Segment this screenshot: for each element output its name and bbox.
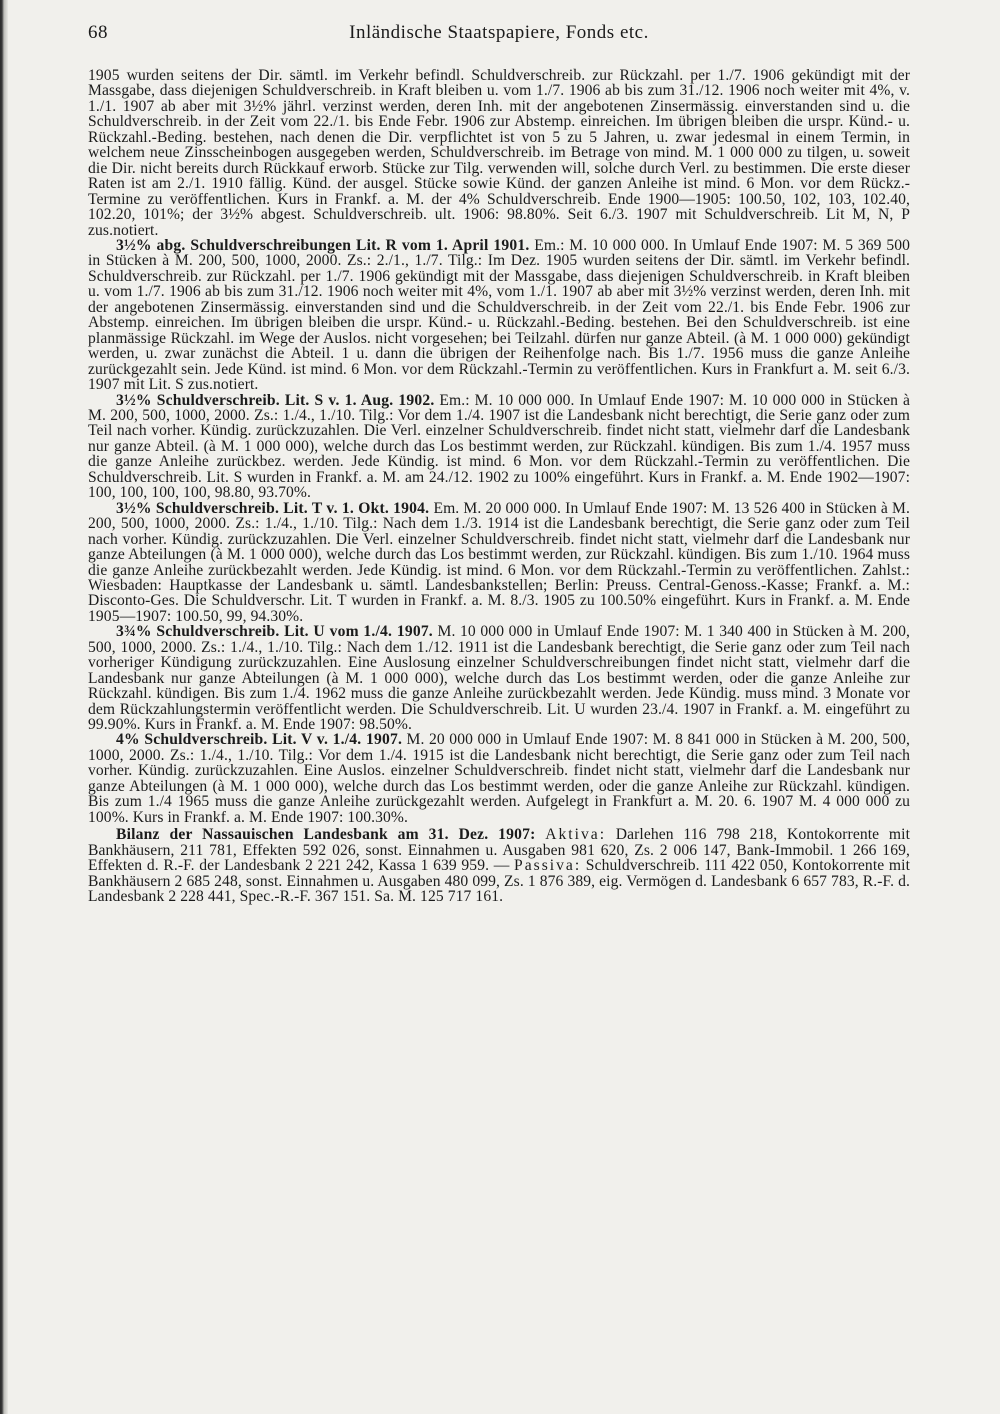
aktiva-text: Darlehen 116 798 218, Kontokorrente mit Bankhäusern, 211 781, Effekten 592 026, sonst. Einnahmen u. Ausgaben 981 620, Zs. 2 006 147, Bank-Immobil. 1 266 169, Effekten d. R.-F. der Landesbank 2 221 242, Kassa 1 639 959. — bbox=[88, 826, 910, 875]
page-number: 68 bbox=[88, 22, 108, 43]
paragraph-text: 1905 wurden seitens der Dir. sämtl. im Verkehr befindl. Schuldverschreib. zur Rückzahl. per 1./7. 1906 gekündigt mit der Massgabe, dass diejenigen Schuldverschreib. in Kraft bleiben u. vom 1./7. 1906 ab bis zum 31./12. 1906 noch weiter mit 4%, v. 1./1. 1907 ab aber mit 3½% jährl. verzinst werden, deren Inh. mit der angebotenen Zinsermässig. einverstanden sind u. die Schuldverschreib. in der Zeit vom 22./1. bis Ende Febr. 1906 zur Abstemp. einreichen. Im übrigen bleiben die urspr. Künd.- u. Rückzahl.-Beding. bestehen, nach denen die Dir. verpflichtet ist von 5 zu 5 Jahren, u. zwar jedesmal in einem Termin, in welchem neue Zinsscheinbogen ausgegeben werden, Schuldverschreib. im Betrage von mind. M. 1 000 000 zu tilgen, u. soweit die Dir. nicht bereits durch Rückkauf erworb. Stücke zur Tilg. verwenden will, solche durch Verl. zu bestimmen. Die erste dieser Raten ist am 2./1. 1910 fällig. Künd. der ausgel. Stücke sowie Künd. der ganzen Anleihe ist mind. 6 Mon. vor dem Rückz.-Termine zu veröffentlichen. Kurs in Frankf. a. M. der 4% Schuldverschreib. Ende 1900—1905: 100.50, 102, 103, 102.40, 102.20, 101%; der 3½% abgest. Schuldverschreib. ult. 1906: 98.80%. Seit 6./3. 1907 mit Schuldverschreib. Lit M, N, P zus.notiert. bbox=[88, 67, 910, 239]
entry-lit-s bbox=[88, 393, 910, 501]
aktiva-label: Aktiva: bbox=[545, 826, 607, 844]
entry-text: M. 20 000 000 in Umlauf Ende 1907: M. 8 841 000 in Stücken à M. 200, 500, 1000, 2000. Zs.: 1./4., 1./10. Tilg.: Vor dem 1./4. 1915 ist die Landesbank nicht berechtigt, die Serie ganz oder zum Teil nach vorher. Kündig. zurückzuzahlen. Eine Auslos. einzelner Schuldverschreib. findet nicht statt, vielmehr darf die Landesbank nur ganze Abteilungen (à M. 1 000 000), welche durch das Los bestimmt werden, oder die ganze Anleihe zur Rückzahl. kündigen. Bis zum 1./4 1965 muss die ganze Anleihe zurückgezahlt werden. Aufgelegt in Frankfurt a. M. 20. 6. 1907 M. 4 000 000 zu 100%. Kurs in Frankf. a. M. Ende 1907: 100.30%. bbox=[88, 731, 910, 826]
entry-text: Em.: M. 10 000 000. In Umlauf Ende 1907: M. 5 369 500 in Stücken à M. 200, 500, 1000, 2000. Zs.: 2./1., 1./7. Tilg.: Im Dez. 1905 wurden seitens der Dir. sämtl. im Verkehr befindl. Schuldverschreib. zur Rückzahl. per 1./7. 1906 gekündigt mit der Massgabe, dass diejenigen Schuldverschreib. in Kraft bleiben u. vom 1./7. 1906 ab bis zum 31./12. 1906 noch weiter mit 4%, vom 1./1. 1907 ab aber mit 3½% verzinst werden, deren Inh. mit der angebotenen Zinsermässig. einverstanden sind und die Schuldverschreib. in der Zeit vom 22./1. bis Ende Febr. 1906 zur Abstemp. einreichen. Im übrigen bleiben die urspr. Künd.- u. Rückzahl.-Beding. bestehen. Bei den Schuldverschreib. ist eine planmässige Rückzahl. im Wege der Auslos. nicht vorgesehen; bei Teilzahl. dürfen nur ganze Abteil. (à M. 1 000 000) gekündigt werden, u. zwar zunächst die Abteil. 1 u. dann die übrigen der Reihenfolge nach. Bis 1./7. 1956 muss die ganze Anleihe zurückgezahlt sein. Jede Künd. ist mind. 6 Mon. vor dem Rückzahl.-Termin zu veröffentlichen. Kurs in Frankfurt a. M. seit 6./3. 1907 mit Lit. S zus.notiert. bbox=[88, 236, 911, 394]
entry-heading: 4% Schuldverschreib. Lit. V v. 1./4. 1907. bbox=[116, 731, 403, 749]
page-header bbox=[88, 22, 910, 52]
text-body bbox=[88, 68, 910, 904]
entry-lit-v bbox=[88, 732, 910, 825]
balance-sheet bbox=[88, 827, 910, 904]
entry-heading: 3½% Schuldverschreib. Lit. S v. 1. Aug. 1902. bbox=[116, 391, 435, 409]
running-head: Inländische Staatspapiere, Fonds etc. bbox=[349, 22, 649, 43]
entry-lit-u bbox=[88, 624, 910, 732]
entry-lit-r bbox=[88, 238, 910, 393]
entry-heading: 3½% abg. Schuldverschreibungen Lit. R vom 1. April 1901. bbox=[116, 236, 530, 254]
entry-heading: 3½% Schuldverschreib. Lit. T v. 1. Okt. 1904. bbox=[116, 499, 430, 517]
page-binding-edge bbox=[0, 0, 8, 1414]
entry-lit-t bbox=[88, 501, 910, 625]
entry-text: M. 10 000 000 in Umlauf Ende 1907: M. 1 340 400 in Stücken à M. 200, 500, 1000, 2000. Zs.: 1./4., 1./10. Tilg.: Nach dem 1./12. 1911 ist die Landesbank berechtigt, die Serie ganz oder zum Teil nach vorheriger Kündigung zurückzuzahlen. Eine Auslosung einzelner Schuldverschreibungen findet nicht statt, vielmehr darf die Landesbank nur ganze Abteilungen (à M. 1 000 000), welche durch das Los bestimmt werden, oder die ganze Anleihe zur Rückzahl. kündigen. Bis zum 1./4. 1962 muss die ganze Anleihe zurückbezahlt werden. Jede Kündig. muss mind. 3 Monate vor dem Rückzahlungstermin veröffentlicht werden. Die Schuldverschreib. Lit. U wurden 23./4. 1907 in Frankf. a. M. eingeführt zu 99.90%. Kurs in Frankf. a. M. Ende 1907: 98.50%. bbox=[88, 623, 911, 734]
passiva-text: Schuldverschreib. 111 422 050, Kontokorrente mit Bankhäusern 2 685 248, sonst. Einnahmen u. Ausgaben 480 099, Zs. 1 876 389, eig. Vermögen d. Landesbank 6 657 783, R.-F. d. Landesbank 2 228 441, Spec.-R.-F. 367 151. Sa. M. 125 717 161. bbox=[88, 857, 911, 906]
entry-text: Em.: M. 10 000 000. In Umlauf Ende 1907: M. 10 000 000 in Stücken à M. 200, 500, 1000, 2000. Zs.: 1./4., 1./10. Tilg.: Vor dem 1./4. 1907 ist die Landesbank nicht berechtigt, die Serie ganz oder zum Teil nach vorher. Kündig. zurückzuzahlen. Die Verl. einzelner Schuldverschreib. findet nicht statt, vielmehr darf die Landesbank nur ganze Abteil. (à M. 1 000 000), welche durch das Los bestimmt werden, zur Rückzahl. kündigen. Bis zum 1./4. 1957 muss die ganze Anleihe zurückbez. werden. Jede Kündig. ist mind. 6 Mon. vor dem Rückzahl.-Termin zu veröffentlichen. Die Schuldverschreib. Lit. S wurden in Frankf. a. M. am 24./12. 1902 zu 100% eingeführt. Kurs in Frankf. a. M. Ende 1902—1907: 100, 100, 100, 100, 98.80, 93.70%. bbox=[88, 391, 911, 502]
paragraph-continuation bbox=[88, 68, 910, 238]
balance-heading: Bilanz der Nassauischen Landesbank am 31. Dez. 1907: bbox=[116, 826, 536, 844]
passiva-label: Passiva: bbox=[514, 857, 582, 875]
entry-text: Em. M. 20 000 000. In Umlauf Ende 1907: M. 13 526 400 in Stücken à M. 200, 500, 1000, 2000. Zs.: 1./4., 1./10. Tilg.: Nach dem 1./3. 1914 ist die Landesbank berechtigt, die Serie ganz oder zum Teil nach vorher. Kündig. zurückzuzahlen. Die Verl. einzelner Schuldverschreib. findet nicht statt, vielmehr darf die Landesbank nur ganze Abteilungen (à M. 1 000 000), welche durch das Los bestimmt werden, zur Rückzahl. kündigen. Bis zum 1./10. 1964 muss die ganze Anleihe zurückbezahlt werden. Jede Kündig. ist mind. 6 Mon. vor dem Rückzahl.-Termin zu veröffentlichen. Zahlst.: Wiesbaden: Hauptkasse der Landesbank u. sämtl. Landesbankstellen; Berlin: Preuss. Central-Genoss.-Kasse; Frankf. a. M.: Disconto-Ges. Die Schuldverschr. Lit. T wurden in Frankf. a. M. 8./3. 1905 zu 100.50% eingeführt. Kurs in Frankf. a. M. Ende 1905—1907: 100.50, 99, 94.30%. bbox=[88, 499, 911, 625]
entry-heading: 3¾% Schuldverschreib. Lit. U vom 1./4. 1907. bbox=[116, 623, 433, 641]
